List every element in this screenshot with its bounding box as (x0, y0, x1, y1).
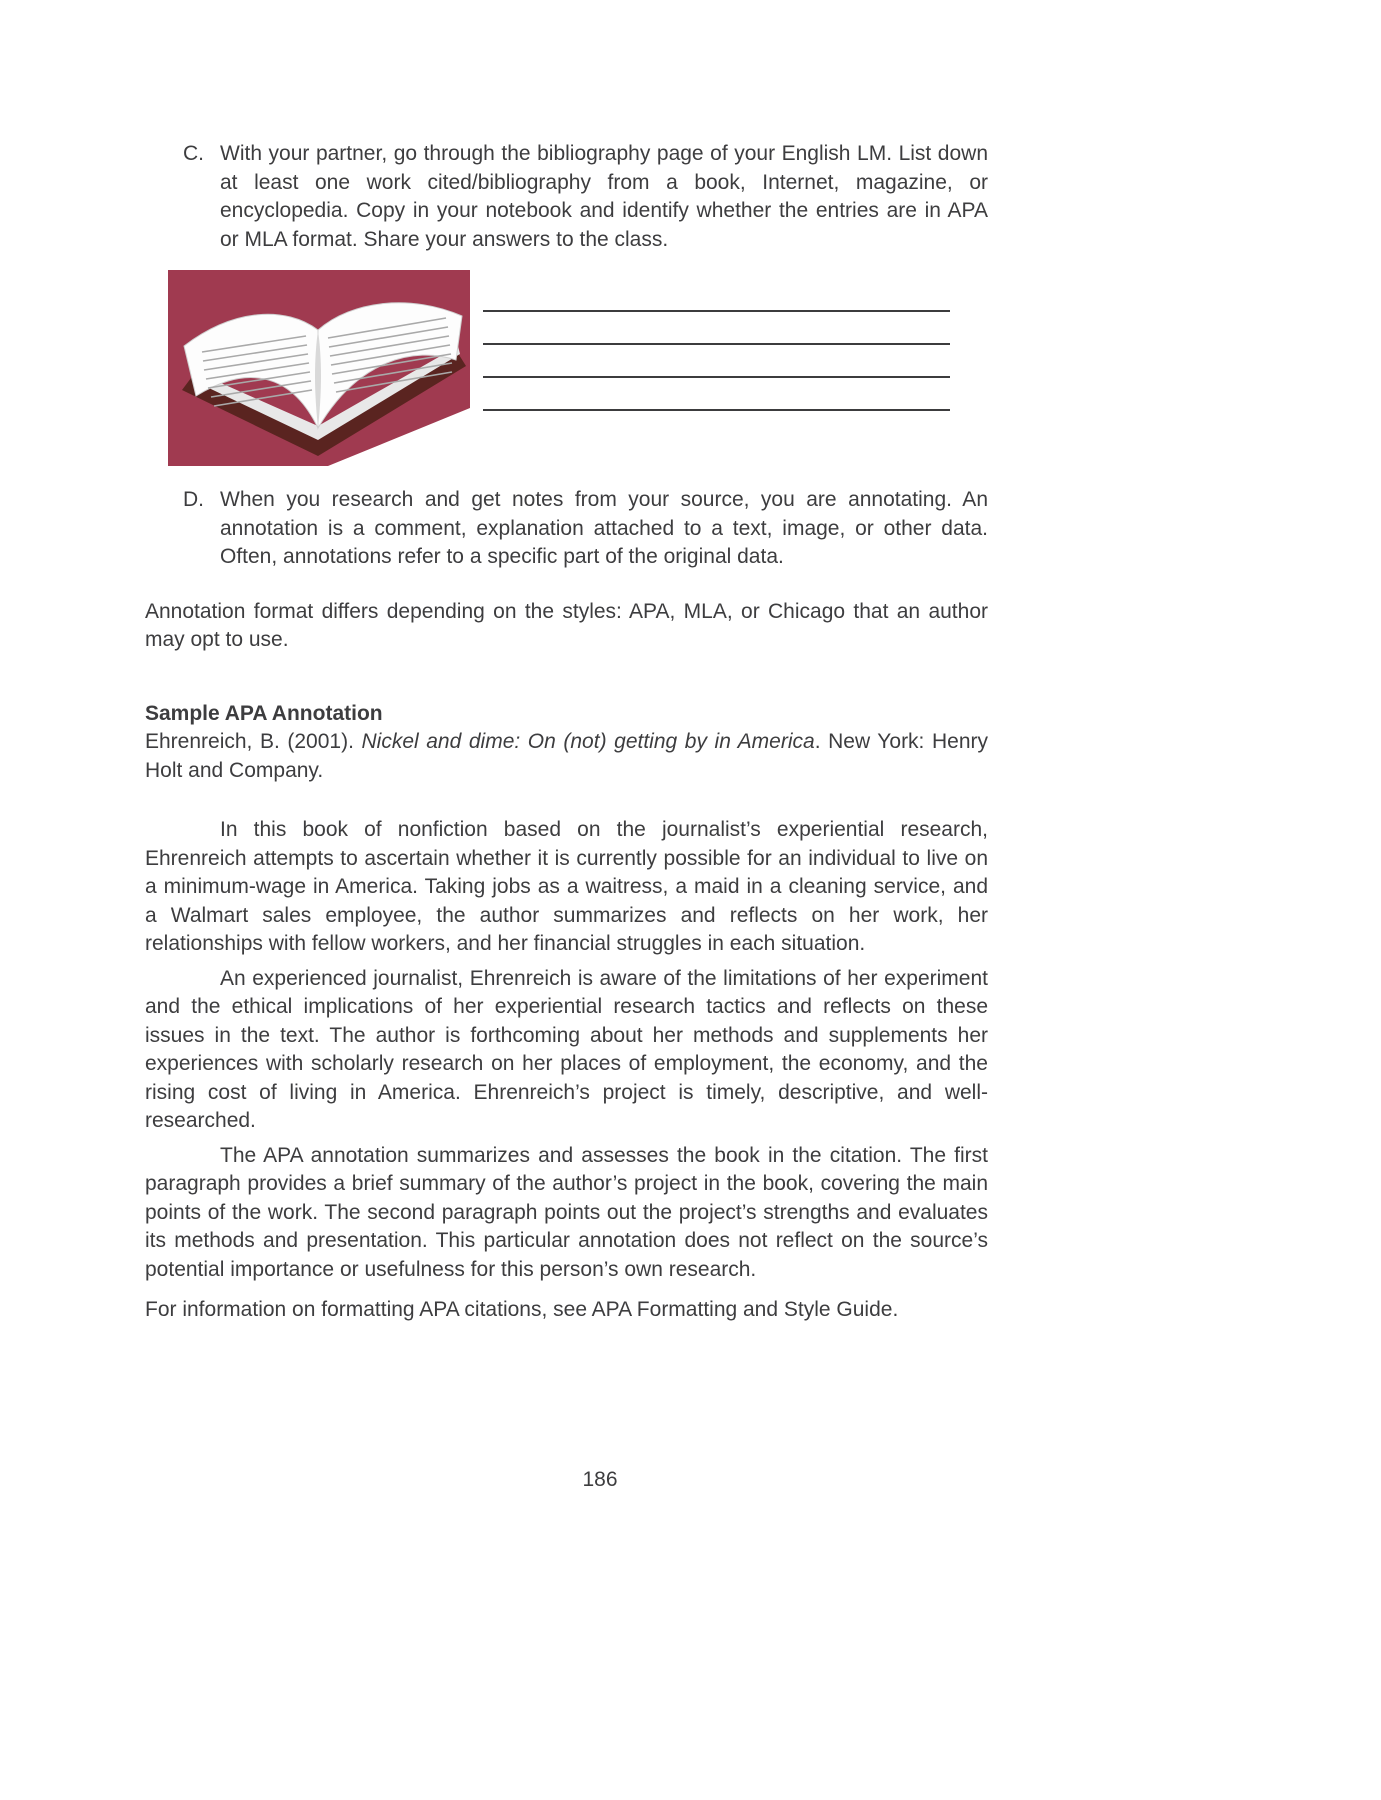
blank-write-line (483, 312, 950, 345)
blank-write-line (483, 345, 950, 378)
list-item-c-text: With your partner, go through the bibliography page of your English LM. List down at least one work cited/bibliography from a book, Internet, magazine, or encyclopedia. Copy in your notebook and identify whether the entries are in APA or MLA format. Share your answers to the class. (220, 142, 988, 251)
page-number: 186 (582, 1468, 618, 1491)
list-item-c-label: C. (183, 142, 204, 165)
list-item-d-label: D. (183, 488, 204, 511)
list-item-d (183, 486, 988, 572)
apa-citation (145, 728, 988, 785)
blank-write-line (483, 378, 950, 411)
list-item-d-text: When you research and get notes from your source, you are annotating. An annotation is a comment, explanation attached to a text, image, or other data. Often, annotations refer to a specific part of the original data. (220, 488, 988, 568)
body-paragraph-3: The APA annotation summarizes and assesses the book in the citation. The first paragraph provides a brief summary of the author’s project in the book, covering the main points of the work. The second paragraph points out the project’s strengths and evaluates its methods and presentation. This particular annotation does not reflect on the source’s potential importance or usefulness for this person’s own research. (145, 1143, 988, 1281)
open-book-illustration (168, 270, 470, 466)
page-content (145, 140, 988, 1325)
figure-row (168, 270, 988, 466)
blank-write-line (483, 279, 950, 312)
citation-italic-title: Nickel and dime: On (not) getting by in America (361, 730, 815, 753)
list-item-c (183, 140, 988, 254)
citation-prefix: Ehrenreich, B. (2001). (145, 730, 362, 753)
body-paragraph-2: An experienced journalist, Ehrenreich is aware of the limitations of her experiment and the ethical implications of her experiential research tactics and reflects on these issues in the text. The author is forthcoming about her methods and supplements her experiences with scholarly research on her places of employment, the economy, and the rising cost of living in America. Ehrenreich’s project is timely, descriptive, and well-researched. (145, 966, 988, 1132)
blank-write-lines (483, 270, 988, 466)
body-paragraph-1: In this book of nonfiction based on the journalist’s experiential research, Ehrenreich attempts to ascertain whether it is currently possible for an individual to live on a minimum-wage in America. Taking jobs as a waitress, a maid in a cleaning service, and a Walmart sales employee, the author summarizes and reflects on her work, her relationships with fellow workers, and her financial struggles in each situation. (145, 818, 988, 955)
annotation-format-paragraph: Annotation format differs depending on the styles: APA, MLA, or Chicago that an author may opt to use. (145, 599, 988, 651)
closing-line: For information on formatting APA citations, see APA Formatting and Style Guide. (145, 1298, 899, 1321)
citation-suffix: . New York: Henry Holt and Company. (145, 730, 988, 782)
sample-apa-annotation-heading: Sample APA Annotation (145, 701, 383, 725)
